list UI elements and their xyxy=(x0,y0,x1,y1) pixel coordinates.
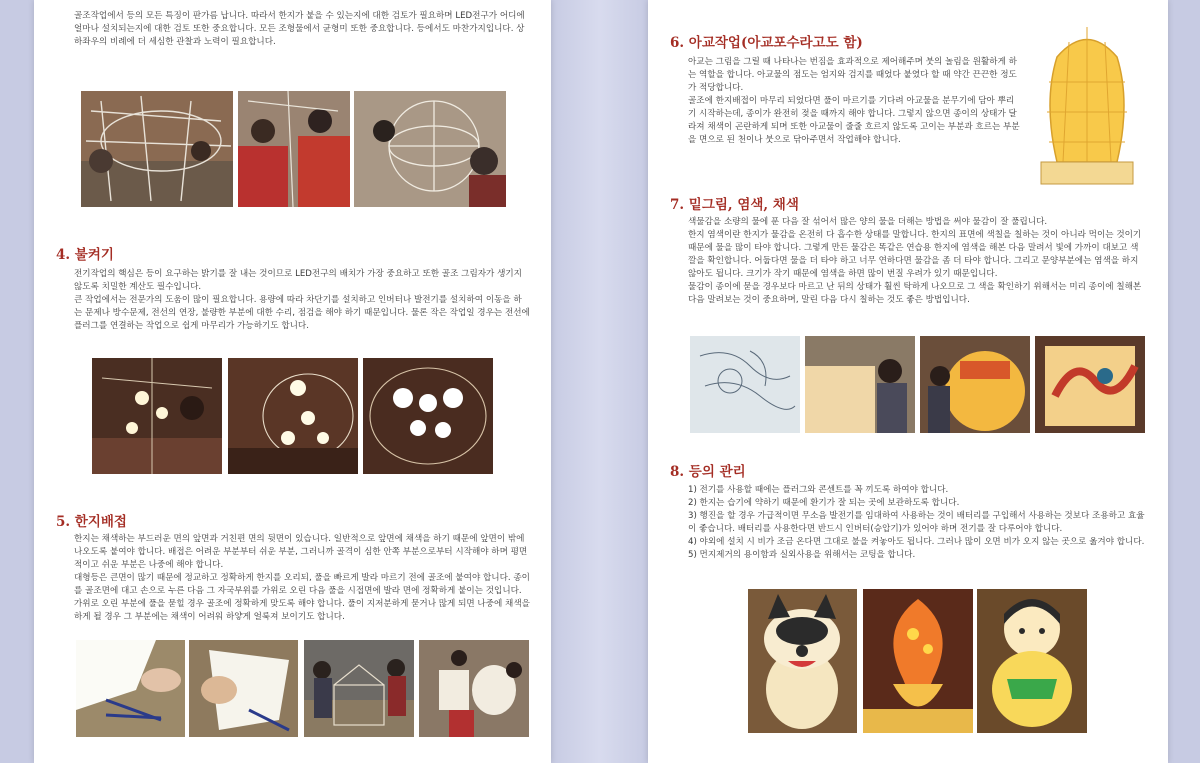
list-item: 1) 전기를 사용할 때에는 플러그와 콘센트를 꼭 끼도록 하여야 합니다. xyxy=(688,485,949,495)
photo-lantern-bell xyxy=(1033,22,1141,190)
list-item: 2) 한지는 습기에 약하기 때문에 환기가 잘 되는 곳에 보관하도록 합니다. xyxy=(688,498,960,508)
section-7-body xyxy=(688,216,1146,307)
section-7-title: 7. 밑그림, 염색, 채색 xyxy=(670,197,799,213)
photo-painting-coloring xyxy=(920,336,1030,433)
list-item: 3) 행진을 할 경우 가급적이면 무소음 발전기를 임대하여 사용하는 것이 배터리를 구입해서 사용하는 것보다 조용하고 효율이 좋습니다. 배터리를 사용한다면 반드시 인버터(승압기)가 있어야 하며 전기를 잘 다루어야 합니다. xyxy=(688,511,1145,534)
right-page xyxy=(648,0,1168,763)
photo-light-install-2 xyxy=(228,358,358,474)
photo-painting-sketch xyxy=(690,336,800,433)
section-6-body xyxy=(688,56,1022,147)
photo-paper-cutting-3 xyxy=(304,640,414,737)
section-7-paragraph: 물감이 종이에 묻을 경우보다 마르고 난 뒤의 상태가 훨씬 탁하게 나오므로 그 색을 확인하기 위해서는 미리 종이에 칠해본 다음 말려보는 것이 중요하며, 말린 다음 다시 칠하는 것도 좋은 방법입니다. xyxy=(688,282,1142,305)
photo-painting-dragon xyxy=(1035,336,1145,433)
photo-lantern-dog xyxy=(748,589,857,733)
list-item: 4) 야외에 설치 시 비가 조금 온다면 그대로 불을 켜놓아도 됩니다. 그러나 많이 오면 비가 오지 않는 곳으로 옮겨야 합니다. xyxy=(688,537,1145,547)
left-page xyxy=(34,0,551,763)
list-item: 5) 먼지제거의 용이함과 실외사용을 위해서는 코팅을 합니다. xyxy=(688,550,916,560)
section-4-paragraph: 큰 작업에서는 전문가의 도움이 많이 필요합니다. 용량에 따라 차단기를 설치하고 인버터나 발전기를 설치하여 이동을 하는 문제나 방수문제, 전선의 연장, 불량한 부분에 대한 수리, 점검을 해야 하기 때문입니다. 물론 작은 작업일 경우는 전선에 플러그를 연결하는 작업으로 쉽게 마무리가 가능하기도 합니다. xyxy=(74,295,530,331)
photo-light-install-3 xyxy=(363,358,493,474)
section-8-list xyxy=(688,484,1146,562)
photo-paper-cutting-2 xyxy=(189,640,298,737)
section-5-title: 5. 한지배접 xyxy=(56,514,127,530)
photo-lantern-fish xyxy=(863,589,973,733)
section-4-paragraph: 전기작업의 핵심은 등이 요구하는 밝기를 잘 내는 것이므로 LED전구의 배치가 가장 중요하고 또한 골조 그림자가 생기지 않도록 치밀한 계산도 필수입니다. xyxy=(74,269,522,292)
section-5-paragraph: 한지는 채색하는 부드러운 면의 앞면과 거친편 면의 뒷면이 있습니다. 일반적으로 앞면에 채색을 하기 때문에 앞면이 밖에 나오도록 붙여야 합니다. 배접은 어려운 부분부터 쉬운 부분, 그러니까 골격이 심한 안쪽 부분으로부터 시작해야 하며 평면적이고 쉬운 부분은 나중에 해야 합니다. xyxy=(74,534,528,570)
section-7-paragraph: 색물감을 소량의 물에 푼 다음 잘 섞어서 많은 양의 물을 더해는 방법을 써야 물감이 잘 풀립니다. xyxy=(688,217,1048,227)
photo-frame-workshop-2 xyxy=(238,91,350,207)
section-6-paragraph: 골조에 한지배접이 마무리 되었다면 풀이 마르기를 기다려 아교물을 분무기에 담아 뿌리기 시작하는데, 종이가 완전히 젖을 때까지 해야 합니다. 그렇지 않으면 종이의 상태가 달라져 채색이 곤란하게 되며 또한 아교물이 줄줄 흐르지 않도록 고이는 부분과 흐르는 부분을 면으로 된 천이나 붓으로 닦아주면서 작업해야 합니다. xyxy=(688,96,1020,145)
photo-paper-cutting-4 xyxy=(419,640,529,737)
section-5-paragraph: 대형등은 큰면이 많기 때문에 정교하고 정확하게 한지를 오리되, 풀을 빠르게 발라 마르기 전에 골조에 붙여야 합니다. 종이를 골조면에 대고 손으로 누른 다음 그 자국부위를 가위로 오린 다음 풀을 시접면에 발라 면에 정확하게 붙이는 것입니다. 가위로 오린 부분에 풀을 묻힐 경우 골조에 정확하게 맞도록 해야 합니다. 풀이 지저분하게 묻거나 많게 되면 나중에 채색을 하게 될 경우 그 부분에는 채색이 어려워 하얗게 얼룩져 보이기도 합니다. xyxy=(74,573,530,622)
photo-painting-dyeing xyxy=(805,336,915,433)
section-4-body xyxy=(74,268,530,333)
section-6-paragraph: 아교는 그림을 그릴 때 나타나는 번짐을 효과적으로 제어해주며 붓의 놀림을 원활하게 하는 역할을 합니다. 아교물의 점도는 엄지와 검지를 때었다 붙였다 할 때 약간 끈끈한 정도가 적당합니다. xyxy=(688,57,1017,93)
photo-frame-workshop-1 xyxy=(81,91,233,207)
photo-paper-cutting-1 xyxy=(76,640,185,737)
intro-paragraph: 골조작업에서 등의 모든 특징이 판가름 납니다. 따라서 한지가 붙을 수 있는지에 대한 검토가 필요하며 LED전구가 어디에 얼마나 설치되는지에 대한 검토 또한 중요합니다. 모든 조형물에서 균형미 또한 중요합니다. 등에서도 마찬가지입니다. 상하좌우의 비례에 더 세심한 관찰과 노력이 필요합니다. xyxy=(74,11,525,47)
section-7-paragraph: 한지 염색이란 한지가 물감을 온전히 다 흡수한 상태를 말합니다. 한지의 표면에 색칠을 칠하는 것이 아니라 먹이는 것이기 때문에 물을 많이 타야 합니다. 그렇게 만든 물감은 똑같은 연습용 한지에 염색을 해본 다음 말려서 빛에 가까이 대보고 색깔을 확인합니다. 어둡다면 물을 더 타야 하고 너무 연하다면 물감을 좀 더 타야 합니다. 그리고 문양부분에는 염색을 하지 않아도 됩니다. 크기가 작기 때문에 염색을 하면 많이 번질 우려가 있기 때문입니다. xyxy=(688,230,1142,279)
section-6-title: 6. 아교작업(아교포수라고도 함) xyxy=(670,35,863,51)
photo-frame-workshop-3 xyxy=(354,91,506,207)
photo-lantern-child xyxy=(977,589,1087,733)
section-4-title: 4. 불켜기 xyxy=(56,247,114,263)
section-5-body xyxy=(74,533,530,624)
photo-light-install-1 xyxy=(92,358,222,474)
section-8-title: 8. 등의 관리 xyxy=(670,464,746,480)
page-gutter xyxy=(551,0,648,763)
